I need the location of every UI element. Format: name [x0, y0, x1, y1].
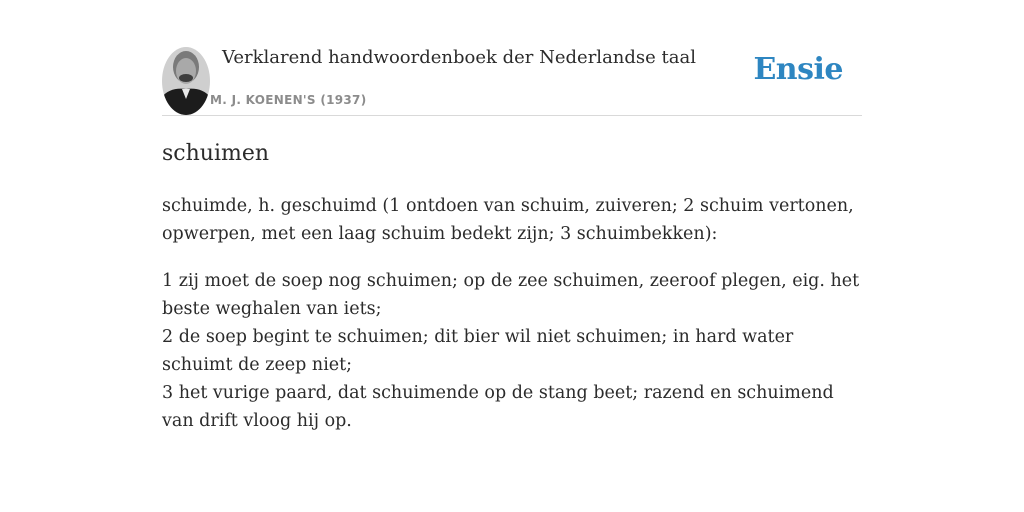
example-line: 2 de soep begint te schuimen; dit bier wil niet schuimen; in hard water schuimt de zeep niet;: [162, 327, 794, 375]
page-header: [162, 46, 862, 116]
entry-content: [162, 138, 862, 435]
entry-examples: [162, 267, 862, 435]
book-author: M. J. KOENEN'S (1937): [210, 93, 367, 107]
author-portrait-icon: [162, 47, 210, 115]
example-line: 1 zij moet de soep nog schuimen; op de zee schuimen, zeeroof plegen, eig. het beste weghalen van iets;: [162, 271, 860, 319]
example-line: 3 het vurige paard, dat schuimende op de stang beet; razend en schuimend van drift vloog hij op.: [162, 383, 834, 431]
ensie-logo-link[interactable]: Ensie: [753, 52, 843, 87]
entry-headword: schuimen: [162, 141, 270, 166]
entry-definition: schuimde, h. geschuimd (1 ontdoen van schuim, zuiveren; 2 schuim vertonen, opwerpen, met een laag schuim bedekt zijn; 3 schuimbekken):: [162, 196, 854, 244]
book-title[interactable]: Verklarend handwoordenboek der Nederlandse taal: [222, 47, 696, 68]
